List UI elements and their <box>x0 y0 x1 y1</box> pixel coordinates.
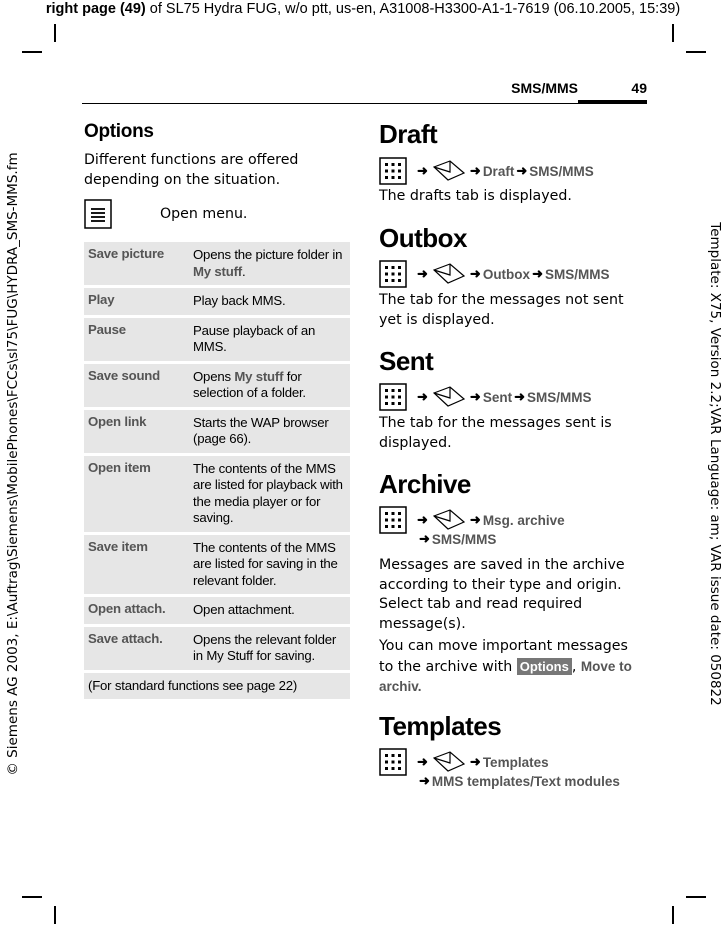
nav-step: Draft <box>482 163 515 179</box>
draft-text: The drafts tab is displayed. <box>379 188 572 204</box>
nav-step: Msg. archive <box>482 512 565 528</box>
header-rule <box>82 103 647 104</box>
arrow-icon: ➜ <box>417 163 428 178</box>
option-row <box>84 242 350 285</box>
arrow-icon: ➜ <box>417 266 428 281</box>
crop-mark <box>686 896 706 898</box>
arrow-icon: ➜ <box>417 754 428 769</box>
section-title: SMS/MMS <box>511 80 578 96</box>
option-description <box>189 456 350 532</box>
menu-key-icon <box>379 260 407 288</box>
arrow-icon: ➜ <box>514 389 525 404</box>
option-key: Open item <box>84 456 189 532</box>
crop-mark <box>686 51 706 53</box>
sent-text: The tab for the messages sent is displayed. <box>379 415 612 451</box>
arrow-icon: ➜ <box>419 531 430 546</box>
archive-heading: Archive <box>379 469 471 499</box>
options-softkey[interactable]: Options <box>517 658 572 675</box>
envelope-icon <box>430 385 468 409</box>
options-intro: Different functions are offered depending on the situation. <box>84 152 299 188</box>
archive-nav-path <box>379 506 565 534</box>
option-key: Save picture <box>84 242 189 285</box>
archive-move-sep: , <box>571 658 581 675</box>
option-key: Save attach. <box>84 627 189 670</box>
menu-key-icon <box>379 506 407 534</box>
option-description-text: Opens the relevant folder in My Stuff for saving. <box>193 631 337 663</box>
option-description-text: Opens the picture folder in <box>193 247 343 262</box>
crop-mark <box>54 24 56 42</box>
arrow-icon: ➜ <box>516 163 528 178</box>
templates-heading: Templates <box>379 711 502 741</box>
menu-key-icon <box>379 157 407 185</box>
envelope-icon <box>430 262 468 286</box>
option-description <box>189 410 350 453</box>
option-key: Play <box>84 288 189 315</box>
option-description <box>189 318 350 361</box>
archive-move-text <box>379 637 645 698</box>
sent-heading: Sent <box>379 346 434 376</box>
option-description-text: The contents of the MMS are listed for playback with the media player or for saving. <box>193 460 343 525</box>
option-description-text: Open attachment. <box>193 602 295 617</box>
envelope-icon <box>430 508 468 532</box>
option-description-suffix: for selection of a folder. <box>193 368 306 400</box>
outbox-text: The tab for the messages not sent yet is displayed. <box>379 292 624 328</box>
nav-step: Outbox <box>482 266 531 282</box>
option-key: Save sound <box>84 364 189 407</box>
crop-mark <box>672 906 674 924</box>
archive-nav-path-cont <box>417 531 496 547</box>
option-description-text: The contents of the MMS are listed for saving in the relevant folder. <box>193 539 338 588</box>
outbox-heading: Outbox <box>379 223 467 253</box>
option-description-text: Pause playback of an MMS. <box>193 322 316 354</box>
option-description-suffix: . <box>241 263 246 279</box>
crop-mark <box>672 24 674 42</box>
options-heading: Options <box>84 121 154 142</box>
nav-step: Sent <box>482 389 513 405</box>
move-to-archive-label: Move to archiv. <box>379 658 632 694</box>
menu-key-icon <box>84 199 112 229</box>
nav-step: SMS/MMS <box>544 266 610 282</box>
template-info-text: Template: X75, Version 2.2;VAR Language: am; VAR issue date: 050822 <box>707 222 723 706</box>
open-menu-text: Open menu. <box>160 206 248 222</box>
templates-nav-path-cont <box>417 773 620 789</box>
arrow-icon: ➜ <box>417 512 428 527</box>
draft-heading: Draft <box>379 119 438 149</box>
arrow-icon: ➜ <box>532 266 543 281</box>
option-description-text: Play back MMS. <box>193 293 286 308</box>
crop-mark <box>54 906 56 924</box>
copyright-path-text: © Siemens AG 2003, E:\Auftrag\Siemens\MobilePhones\FCCs\sl75\FUG\HYDRA_SMS-MMS.fm <box>5 152 21 776</box>
nav-step: Templates <box>482 754 549 770</box>
crop-mark <box>22 896 42 898</box>
option-row <box>84 627 350 670</box>
option-row <box>84 456 350 532</box>
crop-mark <box>22 51 42 53</box>
options-footer-row <box>84 673 350 700</box>
option-description <box>189 288 350 315</box>
header-tab-bar <box>578 100 647 104</box>
options-footer: (For standard functions see page 22) <box>84 673 350 700</box>
sent-nav-path <box>379 383 592 411</box>
archive-text: Messages are saved in the archive according to their type and origin. Select tab and read required message(s). <box>379 557 625 632</box>
option-row <box>84 410 350 453</box>
draft-nav-path <box>379 157 594 185</box>
option-key: Save item <box>84 535 189 595</box>
option-description <box>189 364 350 407</box>
option-description <box>189 535 350 595</box>
option-row <box>84 535 350 595</box>
source-page-label: right page (49) <box>45 1 146 17</box>
archive-move-prefix: You can move important messages to the archive with <box>379 638 628 675</box>
page-number: 49 <box>631 80 647 96</box>
option-description-text: Opens <box>193 368 235 384</box>
envelope-icon <box>430 750 468 774</box>
arrow-icon: ➜ <box>419 773 430 788</box>
arrow-icon: ➜ <box>469 512 481 527</box>
option-key: Open attach. <box>84 597 189 624</box>
options-table <box>84 239 350 702</box>
arrow-icon: ➜ <box>469 163 481 178</box>
arrow-icon: ➜ <box>469 266 481 281</box>
nav-step: SMS/MMS <box>431 531 497 547</box>
menu-key-icon <box>379 748 407 776</box>
option-description-text: Starts the WAP browser (page 66). <box>193 414 329 446</box>
option-row <box>84 288 350 315</box>
envelope-icon <box>430 159 468 183</box>
option-description <box>189 627 350 670</box>
option-folder-link: My stuff <box>234 368 284 384</box>
nav-step: SMS/MMS <box>526 389 592 405</box>
option-row <box>84 364 350 407</box>
document-source-line <box>0 0 726 18</box>
nav-step: MMS templates/Text modules <box>431 773 620 789</box>
menu-key-icon <box>379 383 407 411</box>
option-folder-link: My stuff <box>193 263 242 279</box>
option-key: Open link <box>84 410 189 453</box>
source-details: of SL75 Hydra FUG, w/o ptt, us-en, A31008-H3300-A1-1-7619 (06.10.2005, 15:39) <box>145 1 681 17</box>
option-description <box>189 242 350 285</box>
templates-nav-path <box>379 748 549 776</box>
option-row <box>84 318 350 361</box>
arrow-icon: ➜ <box>417 389 428 404</box>
option-row <box>84 597 350 624</box>
outbox-nav-path <box>379 260 609 288</box>
nav-step: SMS/MMS <box>529 163 594 179</box>
arrow-icon: ➜ <box>469 754 481 769</box>
option-key: Pause <box>84 318 189 361</box>
arrow-icon: ➜ <box>469 389 481 404</box>
option-description <box>189 597 350 624</box>
